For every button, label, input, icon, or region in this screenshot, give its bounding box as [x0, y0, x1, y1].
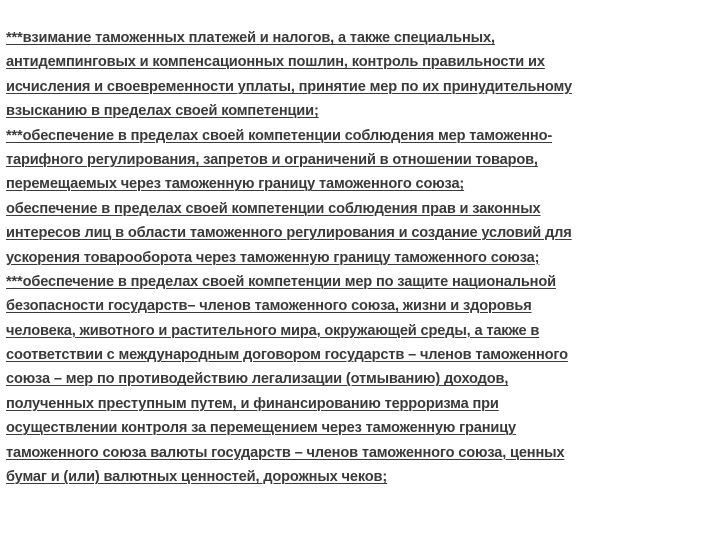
- text-line-14: соответствии с международным договором государств – членов таможенного: [6, 347, 568, 364]
- text-line-6: тарифного регулирования, запретов и ограничений в отношении товаров,: [6, 151, 538, 168]
- text-line-17: осуществлении контроля за перемещением через таможенную границу: [6, 420, 517, 437]
- text-line-8: обеспечение в пределах своей компетенции соблюдения прав и законных: [6, 200, 541, 217]
- text-line-9: интересов лиц в области таможенного регулирования и создание условий для: [6, 225, 572, 242]
- text-line-7: перемещаемых через таможенную границу таможенного союза;: [6, 176, 465, 193]
- text-line-10: ускорения товарооборота через таможенную границу таможенного союза;: [6, 249, 540, 266]
- text-line-18: таможенного союза валюты государств – членов таможенного союза, ценных: [6, 444, 565, 461]
- text-line-4: взысканию в пределах своей компетенции;: [6, 103, 319, 120]
- text-line-5: ***обеспечение в пределах своей компетенции соблюдения мер таможенно-: [6, 127, 553, 144]
- text-line-19: бумаг и (или) валютных ценностей, дорожных чеков;: [6, 469, 388, 486]
- document-text-block: [6, 26, 706, 489]
- text-line-2: антидемпинговых и компенсационных пошлин, контроль правильности их: [6, 54, 545, 71]
- text-line-13: человека, животного и растительного мира, окружающей среды, а также в: [6, 322, 540, 339]
- text-line-16: полученных преступным путем, и финансированию терроризма при: [6, 395, 499, 412]
- text-line-3: исчисления и своевременности уплаты, принятие мер по их принудительному: [6, 78, 572, 95]
- text-line-1: ***взимание таможенных платежей и налогов, а также специальных,: [6, 30, 495, 46]
- text-line-15: союза – мер по противодействию легализации (отмыванию) доходов,: [6, 371, 509, 388]
- text-line-12: безопасности государств– членов таможенного союза, жизни и здоровья: [6, 298, 532, 315]
- text-line-11: ***обеспечение в пределах своей компетенции мер по защите национальной: [6, 273, 556, 290]
